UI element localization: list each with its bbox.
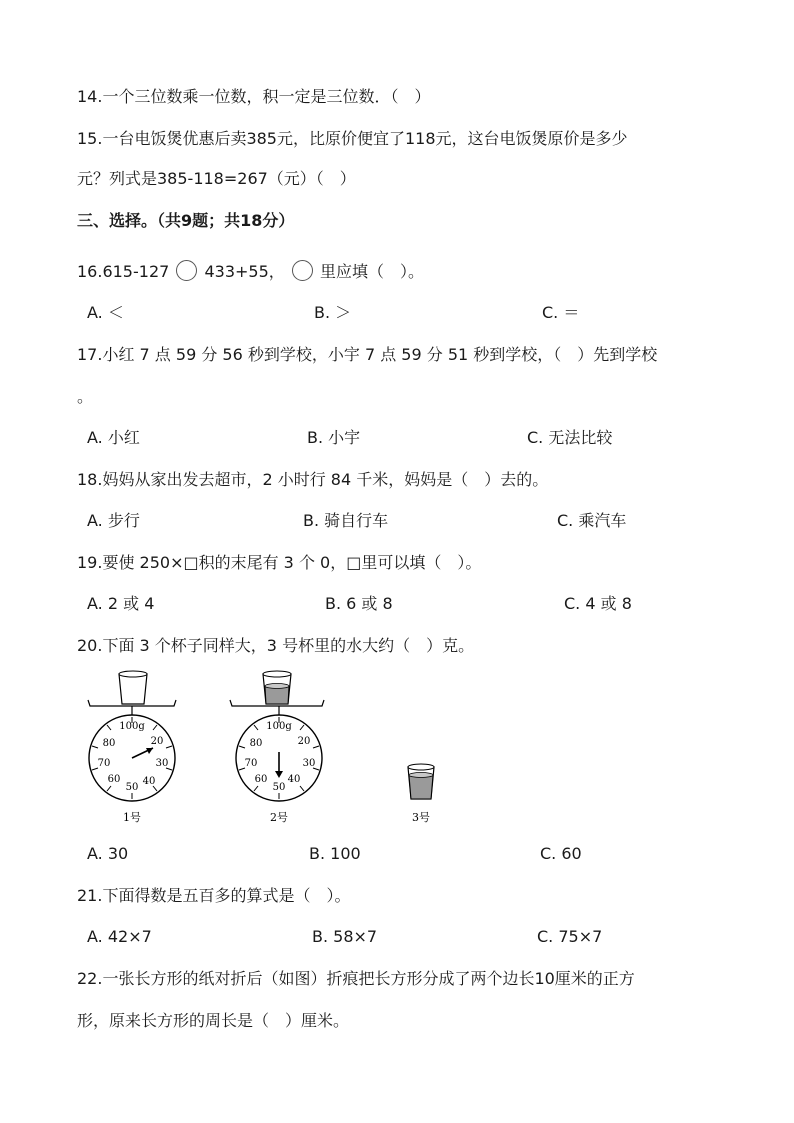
option-b[interactable]: B. 58×7 [312,927,378,946]
option-b[interactable]: B. 骑自行车 [303,511,389,530]
option-a[interactable]: A. ＜ [87,303,124,322]
dial-number: 20 [297,736,311,747]
question-17-options [87,427,727,449]
dial-number: 30 [155,758,169,769]
dial-number: 60 [254,774,268,785]
question-16-prompt: 里应填（ ）。 [319,262,424,281]
option-c[interactable]: C. 乘汽车 [557,511,627,530]
section-3-heading: 三、选择。（共9题；共18分） [77,211,295,230]
question-19: 19.要使 250×□积的末尾有 3 个 0，□里可以填（ ）。 [77,553,482,572]
scale-1-label: 1号 [123,811,141,824]
dial-number: 30 [302,758,316,769]
dial-number: 80 [102,738,116,749]
dial-number: 40 [287,774,301,785]
question-14: 14.一个三位数乘一位数，积一定是三位数．（ ） [77,87,431,106]
question-22-line-2: 形，原来长方形的周长是（ ）厘米。 [77,1011,350,1030]
dial-number: 80 [249,738,263,749]
option-b[interactable]: B. 6 或 8 [325,594,393,613]
question-21: 21.下面得数是五百多的算式是（ ）。 [77,886,351,905]
scale-unit-label: 100g [266,721,292,732]
question-18: 18.妈妈从家出发去超市，2 小时行 84 千米，妈妈是（ ）去的。 [77,470,549,489]
option-a[interactable]: A. 30 [87,844,129,863]
question-15-line-2: 元？列式是385-118=267（元）（ ） [77,169,356,188]
option-c[interactable]: C. 60 [540,844,582,863]
cup-3-label: 3号 [412,811,430,824]
option-b[interactable]: B. 100 [309,844,361,863]
scale-1 [88,671,176,824]
question-21-options [87,926,727,948]
option-a[interactable]: A. 42×7 [87,927,152,946]
question-17-line-2: 。 [77,387,94,406]
dial-number: 60 [107,774,121,785]
question-16-expr-left: 16.615-127 [77,262,170,281]
question-20-options [87,843,727,865]
dial-number: 20 [150,736,164,747]
question-18-options [87,510,727,532]
dial-number: 40 [142,776,156,787]
question-16 [77,260,424,283]
option-c[interactable]: C. ＝ [542,303,580,322]
dial-number: 70 [97,758,111,769]
question-17-line-1: 17.小红 7 点 59 分 56 秒到学校，小宇 7 点 59 分 51 秒到学校，（ ）先到学校 [77,345,658,364]
option-a[interactable]: A. 2 或 4 [87,594,155,613]
question-16-expr-right: 433+55， [204,262,285,281]
blank-circle [292,260,313,281]
option-c[interactable]: C. 75×7 [537,927,603,946]
scale-2 [230,671,324,824]
blank-circle [176,260,197,281]
scale-2-label: 2号 [270,811,288,824]
dial-number: 70 [244,758,258,769]
cup-3 [408,764,434,824]
scale-unit-label: 100g [119,721,145,732]
option-a[interactable]: A. 小红 [87,428,140,447]
question-15-line-1: 15.一台电饭煲优惠后卖385元，比原价便宜了118元，这台电饭煲原价是多少 [77,129,628,148]
question-20: 20.下面 3 个杯子同样大，3 号杯里的水大约（ ）克。 [77,636,475,655]
dial-number: 50 [272,782,286,793]
option-a[interactable]: A. 步行 [87,511,140,530]
option-b[interactable]: B. 小宇 [307,428,361,447]
question-22-line-1: 22.一张长方形的纸对折后（如图）折痕把长方形分成了两个边长10厘米的正方 [77,969,635,988]
question-19-options [87,593,727,615]
question-16-options [87,302,727,324]
dial-number: 50 [125,782,139,793]
option-c[interactable]: C. 无法比较 [527,428,613,447]
option-c[interactable]: C. 4 或 8 [564,594,632,613]
option-b[interactable]: B. ＞ [314,303,352,322]
scales-figure [80,668,440,828]
